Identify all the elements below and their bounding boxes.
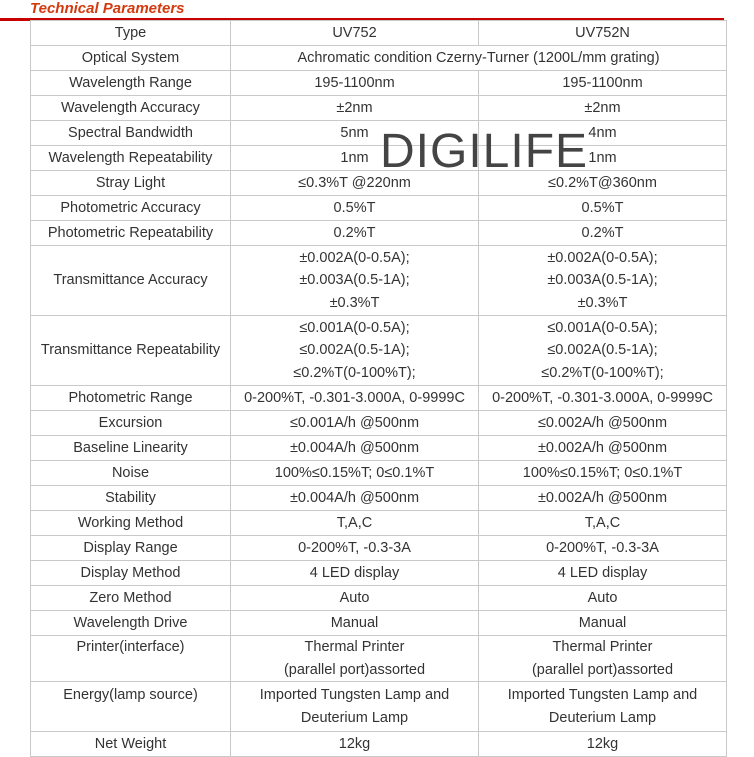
cell-uv752 <box>231 246 479 316</box>
optical-system-value: Achromatic condition Czerny-Turner (1200L/mm grating) <box>231 46 727 71</box>
table-row <box>31 246 727 316</box>
cell-uv752n: Manual <box>479 611 727 636</box>
cell-line: ±0.3%T <box>577 294 628 311</box>
cell-uv752n: ≤0.002A/h @500nm <box>479 411 727 436</box>
cell-uv752n: 12kg <box>479 732 727 757</box>
row-label: Zero Method <box>31 586 231 611</box>
row-label: Transmittance Repeatability <box>31 316 231 386</box>
row-label: Wavelength Repeatability <box>31 146 231 171</box>
cell-line: Thermal Printer <box>552 639 653 655</box>
row-label: Display Range <box>31 536 231 561</box>
header-uv752n: UV752N <box>479 21 727 46</box>
table-row <box>31 561 727 586</box>
cell-uv752: 0-200%T, -0.3-3A <box>231 536 479 561</box>
cell-uv752: Manual <box>231 611 479 636</box>
table-row <box>31 732 727 757</box>
row-label: Transmittance Accuracy <box>31 246 231 316</box>
row-label: Wavelength Range <box>31 71 231 96</box>
cell-line: (parallel port)assorted <box>283 661 426 678</box>
table-row <box>31 636 727 682</box>
table-row <box>31 611 727 636</box>
row-label: Wavelength Drive <box>31 611 231 636</box>
cell-uv752n: 0.2%T <box>479 221 727 246</box>
row-label: Printer(interface) <box>31 636 231 682</box>
section-title: Technical Parameters <box>30 0 185 17</box>
header-type: Type <box>31 21 231 46</box>
table-row <box>31 411 727 436</box>
cell-uv752n: 4nm <box>479 121 727 146</box>
table-row <box>31 171 727 196</box>
cell-line: ±0.003A(0.5-1A); <box>299 272 410 289</box>
cell-uv752n: ±0.002A/h @500nm <box>479 436 727 461</box>
cell-uv752n <box>479 636 727 682</box>
cell-uv752: 12kg <box>231 732 479 757</box>
cell-line: ±0.002A(0-0.5A); <box>547 249 658 266</box>
watermark: DIGILIFE <box>380 125 589 178</box>
table-row <box>31 436 727 461</box>
table-header-row <box>31 21 727 46</box>
cell-uv752: 0.2%T <box>231 221 479 246</box>
cell-line: Deuterium Lamp <box>300 709 409 726</box>
table-row <box>31 461 727 486</box>
cell-uv752n: 4 LED display <box>479 561 727 586</box>
cell-line: ≤0.002A(0.5-1A); <box>547 342 658 359</box>
cell-uv752: 1nm <box>231 146 479 171</box>
header-uv752: UV752 <box>231 21 479 46</box>
cell-uv752 <box>231 636 479 682</box>
cell-line: ≤0.2%T(0-100%T); <box>293 364 416 381</box>
cell-line: ≤0.002A(0.5-1A); <box>299 342 410 359</box>
table-row <box>31 71 727 96</box>
cell-uv752n: 0.5%T <box>479 196 727 221</box>
section-header <box>0 0 754 20</box>
table-row <box>31 486 727 511</box>
cell-line: ±0.003A(0.5-1A); <box>547 272 658 289</box>
cell-uv752n: ±2nm <box>479 96 727 121</box>
cell-uv752 <box>231 682 479 732</box>
cell-line: Deuterium Lamp <box>548 709 657 726</box>
row-label: Baseline Linearity <box>31 436 231 461</box>
cell-line: ≤0.001A(0-0.5A); <box>299 319 410 336</box>
row-label: Photometric Range <box>31 386 231 411</box>
table-row <box>31 316 727 386</box>
cell-line: ±0.3%T <box>329 294 380 311</box>
table-row <box>31 221 727 246</box>
cell-uv752: 0-200%T, -0.301-3.000A, 0-9999C <box>231 386 479 411</box>
row-label: Wavelength Accuracy <box>31 96 231 121</box>
cell-uv752n <box>479 316 727 386</box>
cell-uv752: ≤0.001A/h @500nm <box>231 411 479 436</box>
cell-uv752: ≤0.3%T @220nm <box>231 171 479 196</box>
cell-uv752: ±0.004A/h @500nm <box>231 436 479 461</box>
cell-uv752: T,A,C <box>231 511 479 536</box>
row-label: Excursion <box>31 411 231 436</box>
cell-line: ≤0.001A(0-0.5A); <box>547 319 658 336</box>
cell-uv752: 100%≤0.15%T; 0≤0.1%T <box>231 461 479 486</box>
cell-line: ±0.002A(0-0.5A); <box>299 249 410 266</box>
cell-line: Imported Tungsten Lamp and <box>507 687 698 703</box>
table-row <box>31 96 727 121</box>
cell-uv752: ±0.004A/h @500nm <box>231 486 479 511</box>
row-label: Noise <box>31 461 231 486</box>
cell-uv752: 195-1100nm <box>231 71 479 96</box>
cell-line: (parallel port)assorted <box>531 661 674 678</box>
row-label: Photometric Repeatability <box>31 221 231 246</box>
row-label: Optical System <box>31 46 231 71</box>
row-label: Working Method <box>31 511 231 536</box>
row-label: Spectral Bandwidth <box>31 121 231 146</box>
cell-uv752n: 195-1100nm <box>479 71 727 96</box>
cell-uv752: 4 LED display <box>231 561 479 586</box>
row-label: Energy(lamp source) <box>31 682 231 732</box>
cell-uv752 <box>231 316 479 386</box>
table-row <box>31 196 727 221</box>
cell-uv752: 0.5%T <box>231 196 479 221</box>
row-label: Stray Light <box>31 171 231 196</box>
spec-table <box>30 20 727 757</box>
row-label: Display Method <box>31 561 231 586</box>
cell-uv752n <box>479 246 727 316</box>
table-row <box>31 386 727 411</box>
table-row <box>31 536 727 561</box>
cell-line: Imported Tungsten Lamp and <box>259 687 450 703</box>
cell-uv752n: 0-200%T, -0.301-3.000A, 0-9999C <box>479 386 727 411</box>
table-row <box>31 146 727 171</box>
cell-line: ≤0.2%T(0-100%T); <box>541 364 664 381</box>
table-row <box>31 586 727 611</box>
cell-uv752n: ≤0.2%T@360nm <box>479 171 727 196</box>
table-row <box>31 46 727 71</box>
cell-uv752n: T,A,C <box>479 511 727 536</box>
cell-uv752n: ±0.002A/h @500nm <box>479 486 727 511</box>
table-row <box>31 121 727 146</box>
cell-uv752n: 1nm <box>479 146 727 171</box>
cell-line: Thermal Printer <box>304 639 405 655</box>
row-label: Net Weight <box>31 732 231 757</box>
cell-uv752: ±2nm <box>231 96 479 121</box>
table-row <box>31 682 727 732</box>
cell-uv752n: 100%≤0.15%T; 0≤0.1%T <box>479 461 727 486</box>
row-label: Photometric Accuracy <box>31 196 231 221</box>
table-row <box>31 511 727 536</box>
cell-uv752n <box>479 682 727 732</box>
cell-uv752: 5nm <box>231 121 479 146</box>
row-label: Stability <box>31 486 231 511</box>
cell-uv752n: 0-200%T, -0.3-3A <box>479 536 727 561</box>
cell-uv752: Auto <box>231 586 479 611</box>
cell-uv752n: Auto <box>479 586 727 611</box>
